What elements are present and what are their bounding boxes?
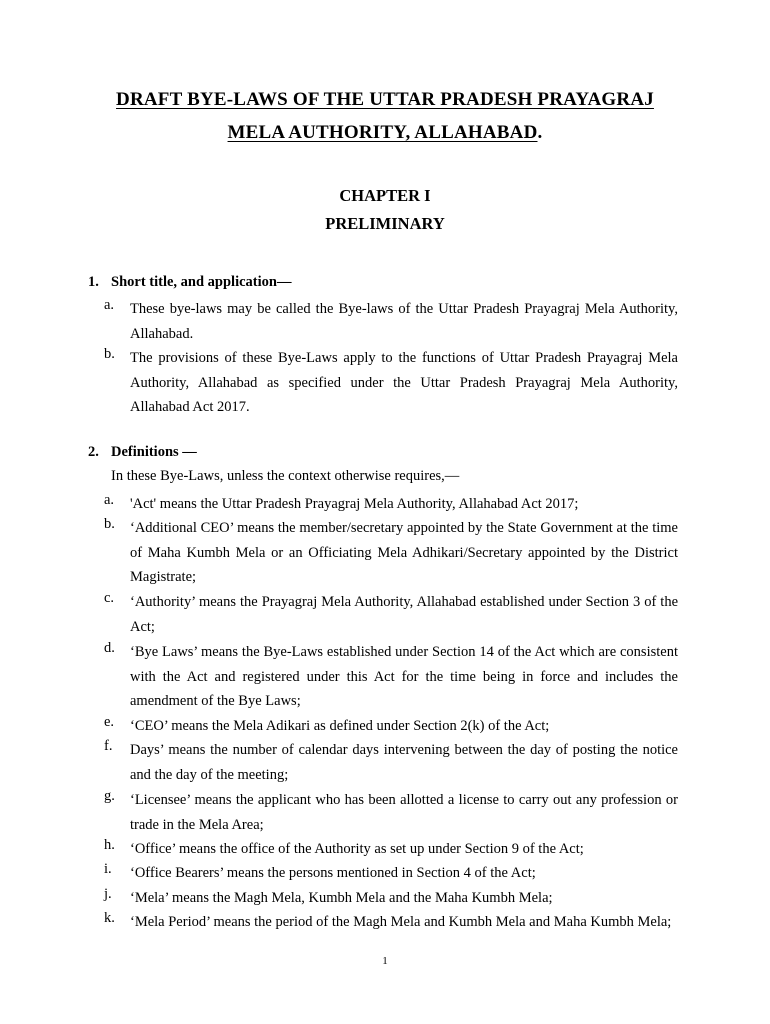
section-heading-1: 1. Short title, and application— xyxy=(88,274,292,290)
page-number: 1 xyxy=(382,955,388,967)
list-item: a. These bye-laws may be called the Bye-laws of the Uttar Pradesh Prayagraj Mela Authority, Allahabad. xyxy=(104,297,678,342)
list-item: e. ‘CEO’ means the Mela Adikari as defined under Section 2(k) of the Act; xyxy=(104,714,550,734)
list-item: a. 'Act' means the Uttar Pradesh Prayagraj Mela Authority, Allahabad Act 2017; xyxy=(104,492,579,512)
list-item: d. ‘Bye Laws’ means the Bye-Laws established under Section 14 of the Act which are consistent with the Act and registered under this Act for the time being in force and includes the amendment of the Bye Laws; xyxy=(104,640,678,709)
list-item: b. ‘Additional CEO’ means the member/secretary appointed by the State Government at the time of Maha Kumbh Mela or an Officiating Mela Adhikari/Secretary appointed by the District Magistrate; xyxy=(104,516,678,585)
document-title-line-1: DRAFT BYE-LAWS OF THE UTTAR PRADESH PRAYAGRAJ xyxy=(116,89,654,110)
list-item: b. The provisions of these Bye-Laws apply to the functions of Uttar Pradesh Prayagraj Mela Authority, Allahabad as specified under the Uttar Pradesh Prayagraj Mela Authority, Allahabad Act 2017. xyxy=(104,346,678,415)
list-item: j. ‘Mela’ means the Magh Mela, Kumbh Mela and the Maha Kumbh Mela; xyxy=(104,886,553,906)
chapter-name: PRELIMINARY xyxy=(325,214,445,233)
section-intro: In these Bye-Laws, unless the context otherwise requires,— xyxy=(111,468,460,484)
chapter-number: CHAPTER I xyxy=(339,186,431,205)
list-item: h. ‘Office’ means the office of the Authority as set up under Section 9 of the Act; xyxy=(104,837,584,857)
document-title-line-2: MELA AUTHORITY, ALLAHABAD. xyxy=(227,122,543,143)
list-item: g. ‘Licensee’ means the applicant who has been allotted a license to carry out any profession or trade in the Mela Area; xyxy=(104,788,678,833)
list-item: i. ‘Office Bearers’ means the persons mentioned in Section 4 of the Act; xyxy=(104,861,536,881)
section-heading-2: 2. Definitions — xyxy=(88,444,197,460)
list-item: k. ‘Mela Period’ means the period of the Magh Mela and Kumbh Mela and Maha Kumbh Mela; xyxy=(104,910,672,930)
list-item: f. Days’ means the number of calendar days intervening between the day of posting the notice and the day of the meeting; xyxy=(104,738,678,783)
list-item: c. ‘Authority’ means the Prayagraj Mela Authority, Allahabad established under Section 3 of the Act; xyxy=(104,590,678,635)
